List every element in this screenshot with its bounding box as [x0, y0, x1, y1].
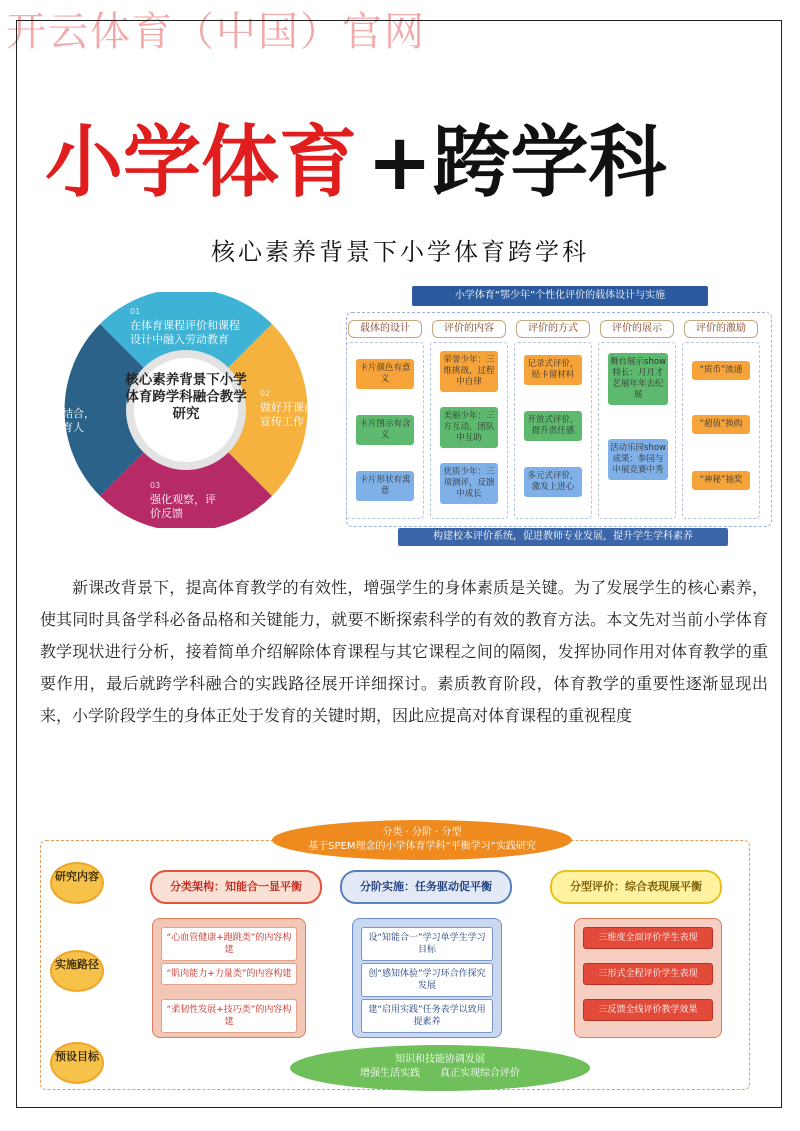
col-head-2: 评价的内容	[432, 320, 506, 338]
flow-cell: 优质少年：三项测评，反馈中成长	[440, 463, 498, 504]
block-row: 三形式全程评价学生表现	[583, 963, 713, 985]
flow-cell: 荣誉少年：三维挑战，过程中自律	[440, 351, 498, 392]
headline-black: 跨学科	[432, 118, 667, 208]
donut-label-01: 01 在体育课程评价和课程设计中融入劳动教育	[130, 307, 240, 346]
flow-footer: 构建校本评价系统，促进教师专业发展，提升学生学科素养	[398, 528, 728, 546]
flow-cell: 开放式评价，提升责任感	[524, 411, 582, 441]
side-label-goal: 预设目标	[50, 1042, 104, 1084]
flow-cell: 记录式评价，贴卡留材料	[524, 355, 582, 385]
block-row: “心血管健康+跑跳类”的内容构建	[161, 927, 297, 961]
evaluation-flowchart	[342, 282, 772, 552]
block-right	[574, 918, 722, 1038]
flow-cell: 卡片形状有寓意	[356, 471, 414, 501]
headline-plus: +	[367, 118, 433, 208]
flow-cell: “超值”换购	[692, 415, 750, 434]
flow-cell: “神秘”抽奖	[692, 471, 750, 490]
flow-cell: 舞台展示show特长：月月才艺展年年去纪展	[608, 353, 668, 405]
diagram-bottom-oval: 知识和技能协调发展 增强生活实践 真正实现综合评价	[290, 1045, 590, 1091]
headline-red: 小学体育	[45, 118, 358, 208]
watermark: 开云体育（中国）官网	[6, 9, 426, 55]
donut-diagram	[38, 292, 334, 528]
donut-label-03: 03 强化观察，评价反馈	[150, 481, 216, 520]
block-row: “柔韧性发展+技巧类”的内容构建	[161, 999, 297, 1033]
block-row: 创“感知体验”学习环合作探究发展	[361, 963, 493, 997]
block-row: 三反馈全线评价教学效果	[583, 999, 713, 1021]
col-head-5: 评价的激励	[684, 320, 758, 338]
flow-cell: 美丽少年：三方互动，团队中互助	[440, 407, 498, 448]
side-label-path: 实施路径	[50, 950, 104, 992]
block-row: “肌肉能力+力量类”的内容构建	[161, 963, 297, 985]
flow-column-4	[598, 342, 676, 519]
flow-cell: 多元式评价，激发上进心	[524, 467, 582, 497]
donut-center-text: 核心素养背景下小学体育跨学科融合教学研究	[125, 372, 247, 422]
subtitle: 核心素养背景下小学体育跨学科	[211, 238, 589, 266]
pill-classification: 分类架构：知能合一显平衡	[150, 870, 322, 904]
block-mid	[352, 918, 502, 1038]
flow-title: 小学体育“鄂少年”个性化评价的载体设计与实施	[412, 286, 708, 306]
body-paragraph: 新课改背景下，提高体育教学的有效性，增强学生的身体素质是关键。为了发展学生的核心素养，使其同时具备学科必备品格和关键能力，就要不断探索科学的有效的教育方法。本文先对当前小学体育教学现状进行分析，接着简单介绍解除体育课程与其它课程之间的隔阂，发挥协同作用对体育教学的重要作用，最后就跨学科融合的实践路径展开详细探讨。素质教育阶段，体育教学的重要性逐渐显现出来，小学阶段学生的身体正处于发育的关键时期，因此应提高对体育课程的重视程度	[40, 578, 768, 725]
flow-column-5	[682, 342, 760, 519]
flow-column-1	[346, 342, 424, 519]
col-head-1: 载体的设计	[348, 320, 422, 338]
side-label-research: 研究内容	[50, 862, 104, 904]
block-row: 建“启用实践”任务表学以致用提素养	[361, 999, 493, 1033]
block-row: 三维度全面评价学生表现	[583, 927, 713, 949]
pill-staged: 分阶实施：任务驱动促平衡	[340, 870, 512, 904]
pill-evaluation: 分型评价：综合表现展平衡	[550, 870, 722, 904]
flow-cell: 卡片图示有含义	[356, 415, 414, 445]
flow-cell: 卡片颜色有意义	[356, 359, 414, 389]
donut-label-02: 02 做好开课前宣传工作	[260, 389, 315, 428]
diagram-top-oval: 分类 · 分阶 · 分型 基于SPEM理念的小学体育学科“平衡学习”实践研究	[272, 820, 572, 860]
col-head-3: 评价的方式	[516, 320, 590, 338]
block-row: 设“知能合一”学习单学生学习目标	[361, 927, 493, 961]
block-left	[152, 918, 306, 1038]
col-head-4: 评价的展示	[600, 320, 674, 338]
practice-diagram	[40, 820, 768, 1105]
donut-label-04: 04 家校结合，协同育人	[40, 395, 95, 434]
headline	[45, 100, 785, 210]
flow-cell: 活动乐园show成果：参园与中展竞赛中秀	[608, 439, 668, 480]
flow-column-3	[514, 342, 592, 519]
flow-cell: “质币”流通	[692, 361, 750, 380]
flow-column-2	[430, 342, 508, 519]
